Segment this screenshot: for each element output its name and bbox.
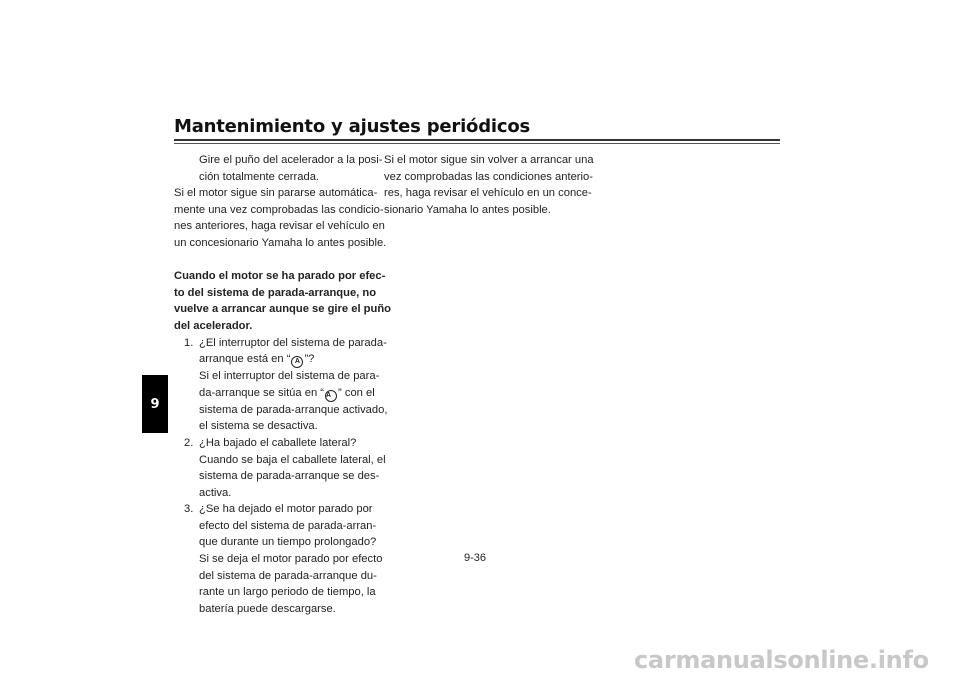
text-line: nes anteriores, haga revisar el vehículo en (174, 220, 385, 233)
text-line: ¿Se ha dejado el motor parado por (199, 503, 373, 516)
text-line: que durante un tiempo prolongado? (199, 536, 377, 549)
text-line: sistema de parada-arranque se des- (199, 470, 380, 483)
text-line: Si el motor sigue sin pararse automática- (174, 187, 378, 200)
spacer (174, 252, 370, 269)
text-line: del sistema de parada-arranque du- (199, 569, 377, 582)
text-fragment: da-arranque se sitúa en “ (199, 386, 325, 399)
text-line: rante un largo periodo de tiempo, la (199, 586, 376, 599)
text-line: el sistema se desactiva. (199, 420, 318, 433)
left-column (174, 152, 391, 617)
text-line: to del sistema de parada-arranque, no (174, 286, 377, 299)
text-line: un concesionario Yamaha lo antes posible. (174, 236, 387, 249)
right-column (384, 152, 594, 218)
text-line: ¿El interruptor del sistema de parada- (199, 336, 387, 349)
text-line: activa. (199, 486, 232, 499)
text-line: Gire el puño del acelerador a la posi- (199, 154, 383, 166)
text-line: Si el motor sigue sin volver a arrancar una (384, 154, 594, 166)
text-line: Si el interruptor del sistema de para- (199, 370, 380, 383)
text-line: mente una vez comprobadas las condicio- (174, 203, 384, 216)
text-line (199, 351, 370, 368)
text-line: batería puede descargarse. (199, 602, 336, 615)
text-line: sionario Yamaha lo antes posible. (384, 203, 551, 216)
page-title: Mantenimiento y ajustes periódicos (174, 116, 531, 137)
text-line: Si se deja el motor parado por efecto (199, 553, 383, 566)
page-number: 9-36 (464, 552, 487, 564)
text-line: efecto del sistema de parada-arran- (199, 519, 377, 532)
text-fragment: ”? (304, 353, 315, 366)
list-item-number: 2. (184, 436, 194, 449)
paragraph (384, 152, 594, 218)
text-fragment: arranque está en “ (199, 353, 291, 366)
text-line: sistema de parada-arranque activado, (199, 403, 388, 416)
text-line (199, 385, 375, 402)
title-rule-secondary (174, 143, 780, 144)
text-line: res, haga revisar el vehículo en un conce- (384, 187, 592, 200)
list-item (174, 335, 388, 435)
text-line: del acelerador. (174, 319, 253, 332)
text-line: vez comprobadas las condiciones anterio- (384, 170, 593, 183)
watermark: carmanualsonline.info (634, 646, 929, 674)
text-line: ción totalmente cerrada. (199, 170, 320, 183)
list-item (174, 435, 386, 501)
section-heading (174, 268, 391, 334)
intro-step (174, 152, 383, 185)
text-line: Cuando el motor se ha parado por efec- (174, 270, 386, 283)
list-item-number: 3. (184, 503, 194, 516)
start-stop-icon: A (325, 390, 337, 402)
list-item (174, 501, 383, 617)
list-item-number: 1. (184, 336, 194, 349)
chapter-tab: 9 (142, 375, 168, 433)
text-line: ¿Ha bajado el caballete lateral? (199, 436, 357, 449)
title-rule (174, 139, 780, 141)
text-line: vuelve a arrancar aunque se gire el puño (174, 303, 391, 316)
start-stop-icon: A (291, 356, 303, 368)
text-line: Cuando se baja el caballete lateral, el (199, 453, 386, 466)
text-fragment: ” con el (338, 386, 375, 399)
paragraph (174, 185, 387, 251)
